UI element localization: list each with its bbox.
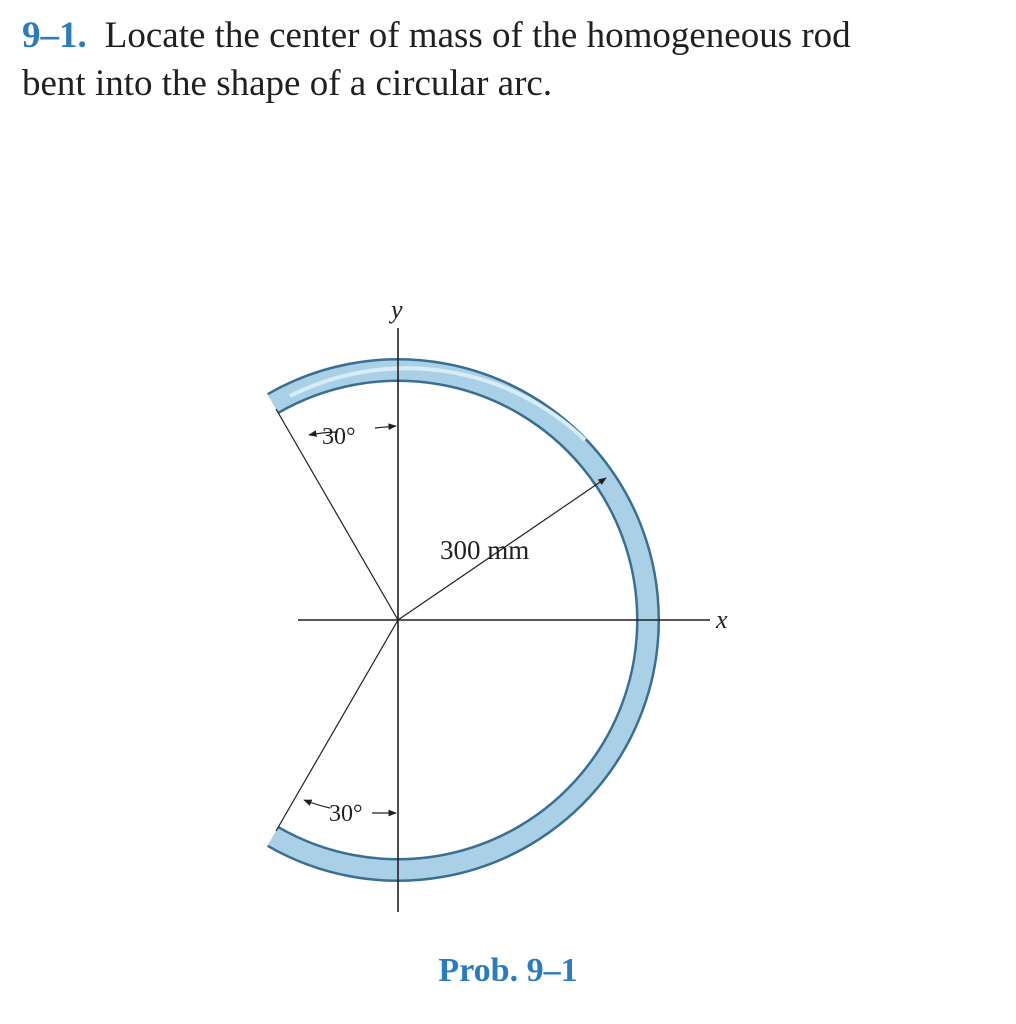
top-angle-label: 30° bbox=[322, 424, 356, 450]
bottom-angle-label: 30° bbox=[329, 801, 363, 827]
x-axis-label: x bbox=[716, 605, 728, 634]
y-axis-label: y bbox=[391, 295, 403, 324]
problem-text-line-1: Locate the center of mass of the homogeneous rod bbox=[104, 15, 851, 56]
problem-text-line-2: bent into the shape of a circular arc. bbox=[22, 63, 553, 104]
top-angle-arrow bbox=[375, 426, 396, 428]
bottom-angle-arc bbox=[304, 800, 330, 808]
radius-label: 300 mm bbox=[440, 535, 530, 565]
problem-number: 9–1. bbox=[22, 15, 87, 56]
figure-caption: Prob. 9–1 bbox=[438, 952, 578, 989]
lower-boundary-line bbox=[276, 620, 398, 831]
